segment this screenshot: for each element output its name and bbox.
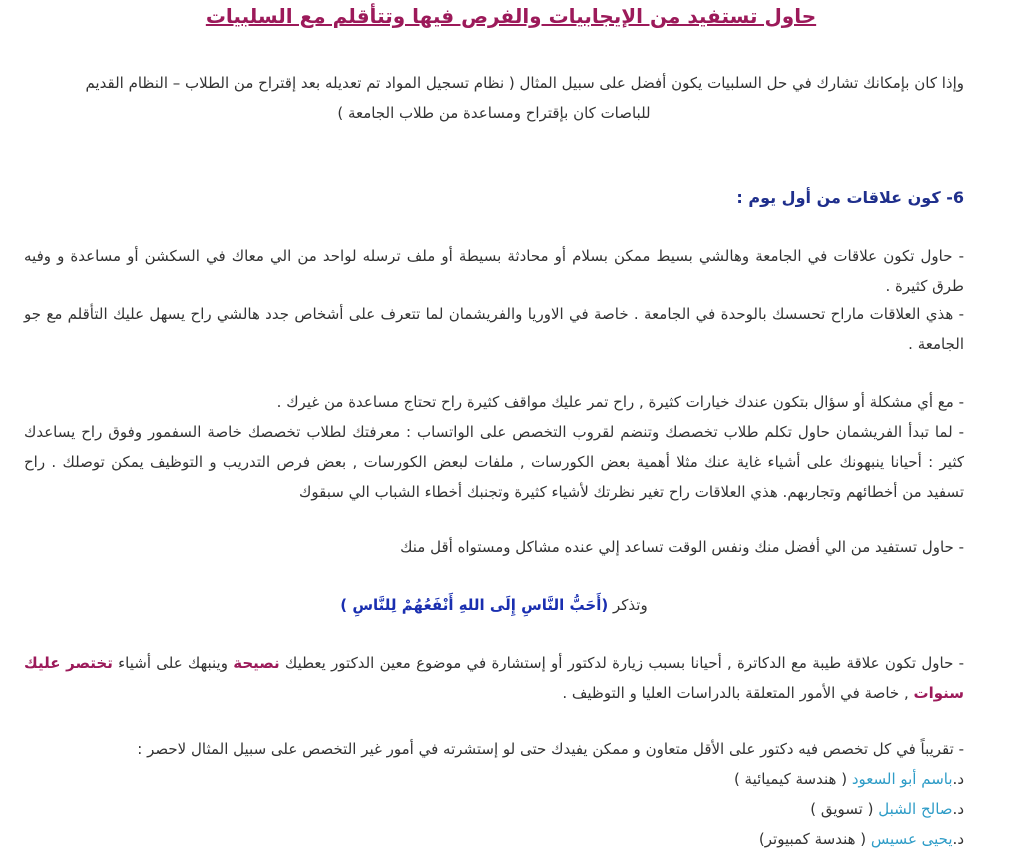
doctor-item (24, 824, 964, 854)
paragraph-3: - مع أي مشكلة أو سؤال بتكون عندك خيارات كثيرة , راح تمر عليك مواقف كثيرة راح تحتاج مساعدة من غيرك . (276, 393, 964, 411)
intro-line-1: وإذا كان بإمكانك تشارك في حل السلبيات يكون أفضل على سبيل المثال ( نظام تسجيل المواد تم تعديله بعد إقتراح من الطلاب – النظام القديم (85, 74, 964, 92)
doctors-text-2: وينبهك على أشياء (112, 654, 234, 672)
advice-highlight: نصيحة (233, 654, 280, 672)
doctor-prefix: د. (952, 800, 964, 818)
doctors-paragraph (24, 648, 964, 708)
intro-line-2: للباصات كان بإقتراح ومساعدة من طلاب الجامعة ) (337, 104, 651, 122)
reminder-line (24, 590, 964, 620)
doctor-name: باسم أبو السعود (851, 770, 953, 788)
intro-paragraph (24, 68, 964, 128)
doctor-name: صالح الشبل (878, 800, 953, 818)
paragraph-4: - لما تبدأ الفريشمان حاول تكلم طلاب تخصصك وتنضم لقروب التخصص على الواتساب : معرفتك لطلاب تخصصك خاصة السفمور وفوق راح يساعدك كثير : أحيانا ينبهونك على أشياء غاية عنك مثلا أهمية بعض الكورسات , ملفات لبعض الكورسات , بعض فرص التدريب و التوظيف يمكن توصلك . راح تسفيد من أخطائهم وتجاربهم. هذي العلاقات راح تغير نظرتك لأشياء كثيرة وتجنبك أخطاء الشباب الي سبقوك (24, 423, 964, 501)
page-title: حاول تستفيد من الإيجابيات والفرص فيها وتتأقلم مع السلبيات (205, 4, 817, 28)
hadith-quote: (أَحَبُّ النَّاسِ إِلَى اللهِ أَنْفَعُهُمْ لِلنَّاسِ ) (340, 596, 609, 614)
paragraph-5: - حاول تستفيد من الي أفضل منك ونفس الوقت تساعد إلي عنده مشاكل ومستواه أقل منك (400, 538, 964, 556)
doctors-text-3: , خاصة في الأمور المتعلقة بالدراسات العليا و التوظيف . (562, 684, 914, 702)
section-heading: 6- كون علاقات من أول يوم : (736, 188, 964, 207)
doctor-specialty: ( هندسة كمبيوتر) (758, 830, 871, 848)
paragraph-1: - حاول تكون علاقات في الجامعة وهالشي بسيط ممكن بسلام أو محادثة بسيطة أو ملف ترسله لواحد من الي معاك في السكشن أو مساعدة و وفيه طرق كثيرة . (24, 247, 964, 295)
specialties-intro: - تقريباً في كل تخصص فيه دكتور على الأقل متعاون و ممكن يفيدك حتى لو إستشرته في أمور غير التخصص على سبيل المثال لاحصر : (137, 740, 964, 758)
doctor-specialty: ( هندسة كيميائية ) (733, 770, 852, 788)
years-highlight: تختصر عليك سنوات (24, 654, 964, 702)
doctors-text-1: - حاول تكون علاقة طيبة مع الدكاترة , أحيانا بسبب زيارة لدكتور أو إستشارة في موضوع معين الدكتور يعطيك (279, 654, 965, 672)
doctor-specialty: ( تسويق ) (810, 800, 879, 818)
doctor-name: يحيى عسيس (870, 830, 953, 848)
reminder-prefix: وتذكر (608, 596, 648, 614)
specialties-section (24, 734, 964, 854)
doctor-prefix: د. (952, 830, 964, 848)
doctor-item (24, 794, 964, 824)
doctor-item (24, 764, 964, 794)
doctor-prefix: د. (952, 770, 964, 788)
paragraph-2: - هذي العلاقات ماراح تحسسك بالوحدة في الجامعة . خاصة في الاوريا والفريشمان لما تتعرف على أشخاص جدد هالشي راح يسهل عليك التأقلم مع جو الجامعة . (24, 305, 964, 353)
